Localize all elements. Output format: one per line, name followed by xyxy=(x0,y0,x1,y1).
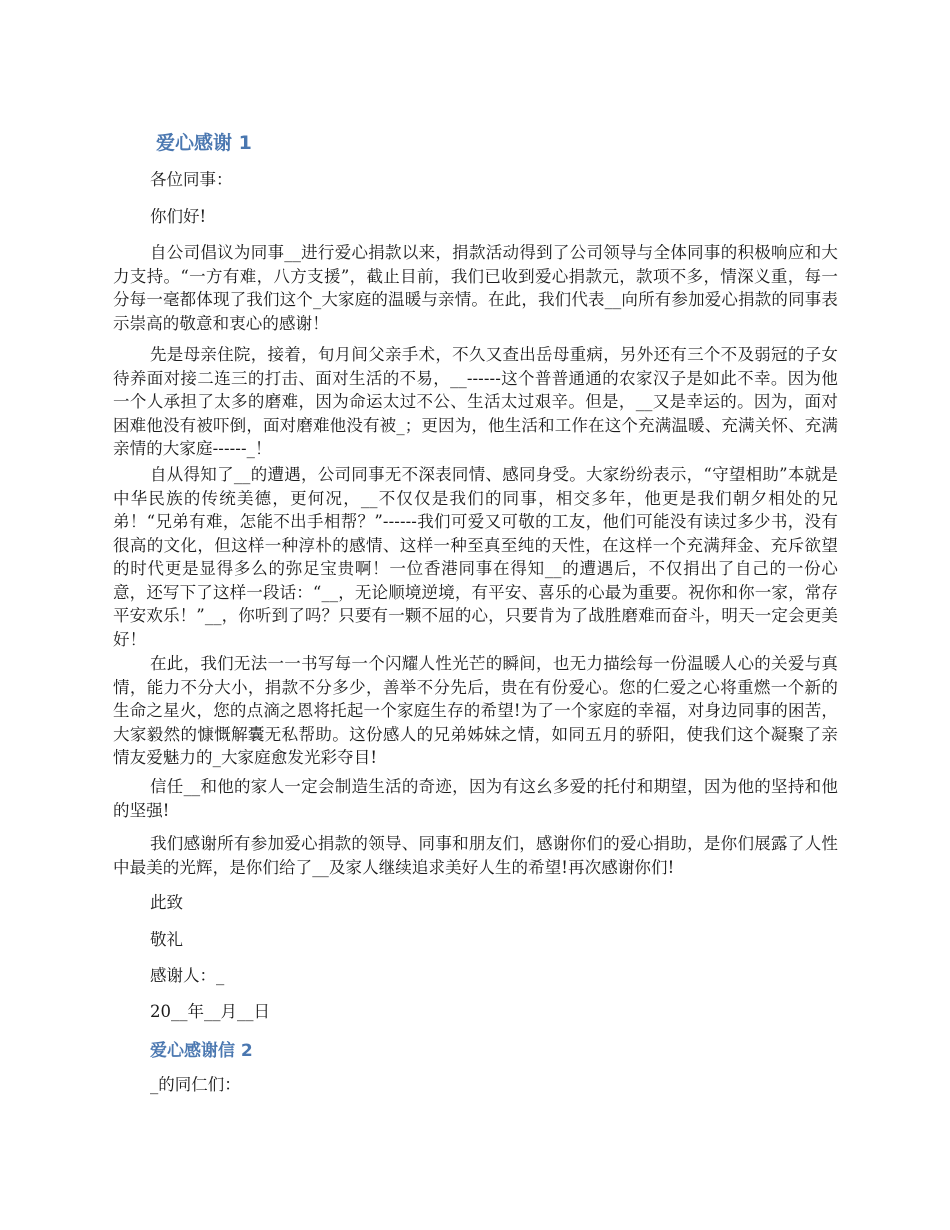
greeting: 你们好! xyxy=(150,207,207,226)
paragraph-6: 我们感谢所有参加爱心捐款的领导、同事和朋友们，感谢你们的爱心捐助，是你们展露了人性中最美的光辉，是你们给了__及家人继续追求美好人生的希望!再次感谢你们! xyxy=(113,834,838,877)
closing-2: 敬礼 xyxy=(150,930,183,949)
paragraph-4: 在此，我们无法一一书写每一个闪耀人性光芒的瞬间，也无力描绘每一份温暖人心的关爱与真情，能力不分大小，捐款不分多少，善举不分先后，贵在有份爱心。您的仁爱之心将重燃一个新的生命之星火，您的点滴之恩将托起一个家庭生存的希望!为了一个家庭的幸福，对身边同事的困苦，大家毅然的慷慨解囊无私帮助。这份感人的兄弟姊妹之情，如同五月的骄阳，使我们这个凝聚了亲情友爱魅力的_大家庭愈发光彩夺目! xyxy=(113,654,838,767)
signer: 感谢人：_ xyxy=(150,966,225,985)
paragraph-2: 先是母亲住院，接着，旬月间父亲手术，不久又查出岳母重病，另外还有三个不及弱冠的子女待养面对接二连三的打击、面对生活的不易，__------这个普普通通的农家汉子是如此不幸。因为他一个人承担了太多的磨难，因为命运太过不公、生活太过艰辛。但是，__又是幸运的。因为，面对困难他没有被吓倒，面对磨难他没有被_；更因为，他生活和工作在这个充满温暖、充满关怀、充满亲情的大家庭------_！ xyxy=(113,345,838,458)
closing-1: 此致 xyxy=(150,893,183,912)
paragraph-1: 自公司倡议为同事__进行爱心捐款以来，捐款活动得到了公司领导与全体同事的积极响应和大力支持。“一方有难，八方支援”，截止目前，我们已收到爱心捐款元，款项不多，情深义重，每一分每一毫都体现了我们这个_大家庭的温暖与亲情。在此，我们代表__向所有参加爱心捐款的同事表示崇高的敬意和衷心的感谢！ xyxy=(113,243,838,333)
heading-2: 爱心感谢信 2 xyxy=(150,1041,253,1061)
heading-1: 爱心感谢 1 xyxy=(156,132,252,154)
date-line: 20__年__月__日 xyxy=(150,1002,270,1021)
paragraph-5: 信任__和他的家人一定会制造生活的奇迹，因为有这幺多爱的托付和期望，因为他的坚持和他的坚强! xyxy=(113,777,838,820)
salutation: 各位同事： xyxy=(150,170,233,189)
salutation-2: _的同仁们： xyxy=(150,1075,241,1094)
paragraph-3: 自从得知了__的遭遇，公司同事无不深表同情、感同身受。大家纷纷表示，“守望相助”本就是中华民族的传统美德，更何况，__不仅仅是我们的同事，相交多年，他更是我们朝夕相处的兄弟！“兄弟有难，怎能不出手相帮？”------我们可爱又可敬的工友，他们可能没有读过多少书，没有很高的文化，但这样一种淳朴的感情、这样一种至真至纯的天性，在这样一个充满拜金、充斥欲望的时代更是显得多么的弥足宝贵啊！一位香港同事在得知__的遭遇后，不仅捐出了自己的一份心意，还写下了这样一段话：“__，无论顺境逆境，有平安、喜乐的心最为重要。祝你和你一家，常存平安欢乐！”__，你听到了吗？只要有一颗不屈的心，只要肯为了战胜磨难而奋斗，明天一定会更美好！ xyxy=(113,465,838,649)
